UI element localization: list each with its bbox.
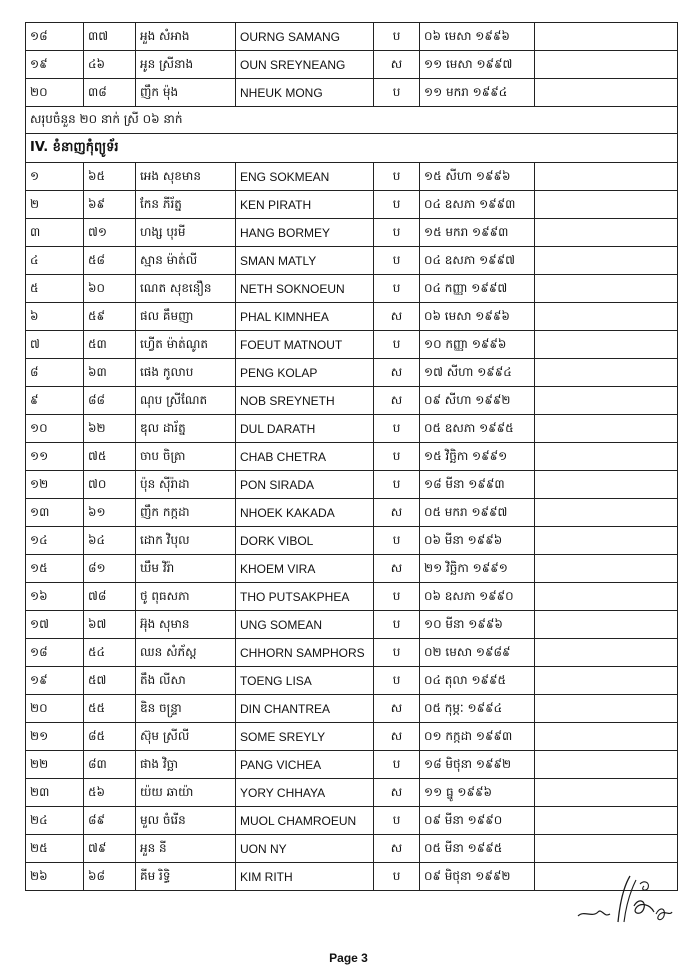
latin-name: CHAB CHETRA [236,443,374,471]
row-number: ៤ [26,247,84,275]
latin-name: THO PUTSAKPHEA [236,583,374,611]
sex: ប [374,247,420,275]
roster-sheet [25,22,677,891]
student-id: ៧១ [84,219,136,247]
khmer-name: ប៉ុន ស៊ីរ៉ាដា [136,471,236,499]
notes-cell [535,443,678,471]
student-id: ៥៩ [84,303,136,331]
sex: ប [374,583,420,611]
sex: ប [374,443,420,471]
student-id: ៥៦ [84,779,136,807]
table-row [26,583,678,611]
table-row [26,471,678,499]
latin-name: UNG SOMEAN [236,611,374,639]
notes-cell [535,695,678,723]
table-row [26,191,678,219]
table-row [26,331,678,359]
notes-cell [535,163,678,191]
student-id: ៣៨ [84,79,136,107]
notes-cell [535,359,678,387]
notes-cell [535,219,678,247]
notes-cell [535,275,678,303]
latin-name: SOME SREYLY [236,723,374,751]
student-id: ៧៨ [84,583,136,611]
table-row [26,807,678,835]
sex: ប [374,219,420,247]
notes-cell [535,639,678,667]
row-number: ២៣ [26,779,84,807]
latin-name: MUOL CHAMROEUN [236,807,374,835]
date-of-birth: ០៥ កុម្ភៈ ១៩៩៤ [420,695,535,723]
table-row [26,219,678,247]
table-row [26,443,678,471]
khmer-name: ផេង កូលាប [136,359,236,387]
khmer-name: ថូ ពុធសភា [136,583,236,611]
sex: ប [374,751,420,779]
khmer-name: ដោក វិបុល [136,527,236,555]
sex: ប [374,863,420,891]
student-id: ៥៧ [84,667,136,695]
latin-name: NOB SREYNETH [236,387,374,415]
table-row [26,611,678,639]
latin-name: SMAN MATLY [236,247,374,275]
notes-cell [535,667,678,695]
table-row [26,695,678,723]
khmer-name: យ៉យ ឆាយ៉ា [136,779,236,807]
sex: ប [374,331,420,359]
sex: ប [374,79,420,107]
notes-cell [535,471,678,499]
table-row [26,275,678,303]
notes-cell [535,79,678,107]
student-id: ៦៤ [84,527,136,555]
student-id: ៦៩ [84,191,136,219]
signature-mark [574,872,674,928]
sex: ប [374,191,420,219]
notes-cell [535,527,678,555]
khmer-name: ផាង វិច្ឆា [136,751,236,779]
date-of-birth: ០៥ មីនា ១៩៩៥ [420,835,535,863]
student-id: ៨៨ [84,387,136,415]
table-row [26,79,678,107]
notes-cell [535,555,678,583]
khmer-name: ហង្ស បុរមី [136,219,236,247]
sex: ស [374,723,420,751]
table-row [26,387,678,415]
section-title: IV. ខំនាញកុំព្យូទ័រ [26,134,678,163]
row-number: ២១ [26,723,84,751]
notes-cell [535,807,678,835]
sex: ប [374,611,420,639]
notes-cell [535,247,678,275]
date-of-birth: ០២ មេសា ១៩៨៩ [420,639,535,667]
date-of-birth: ០៥ មករា ១៩៩៧ [420,499,535,527]
sex: ស [374,499,420,527]
latin-name: KIM RITH [236,863,374,891]
khmer-name: ឈន សំភ័ស្ត [136,639,236,667]
date-of-birth: ០៩ មិថុនា ១៩៩២ [420,863,535,891]
sex: ស [374,555,420,583]
date-of-birth: ០៩ សីហា ១៩៩២ [420,387,535,415]
row-number: ១១ [26,443,84,471]
date-of-birth: ១៨ មិថុនា ១៩៩២ [420,751,535,779]
latin-name: DIN CHANTREA [236,695,374,723]
student-id: ៦៥ [84,163,136,191]
date-of-birth: ១១ ធ្នូ ១៩៩៦ [420,779,535,807]
top-rows [26,23,678,107]
notes-cell [535,191,678,219]
table-row [26,639,678,667]
latin-name: KHOEM VIRA [236,555,374,583]
row-number: ២៥ [26,835,84,863]
sex: ស [374,359,420,387]
date-of-birth: ១១ មេសា ១៩៩៧ [420,51,535,79]
date-of-birth: ០៦ មេសា ១៩៩៦ [420,23,535,51]
date-of-birth: ២១ វិច្ឆិកា ១៩៩១ [420,555,535,583]
sex: ប [374,807,420,835]
sex: ប [374,527,420,555]
khmer-name: អេង សុខមាន [136,163,236,191]
latin-name: HANG BORMEY [236,219,374,247]
latin-name: DUL DARATH [236,415,374,443]
student-id: ៣៧ [84,23,136,51]
row-number: ១ [26,163,84,191]
khmer-name: ឌុល ដារ័ត្ន [136,415,236,443]
row-number: ១៦ [26,583,84,611]
khmer-name: ញឹក កក្កដា [136,499,236,527]
roster-table [25,22,678,891]
sex: ប [374,667,420,695]
notes-cell [535,51,678,79]
khmer-name: ផល គឹមញា [136,303,236,331]
table-row [26,359,678,387]
latin-name: PHAL KIMNHEA [236,303,374,331]
khmer-name: អ៊ុង សុមាន [136,611,236,639]
notes-cell [535,583,678,611]
student-id: ៦២ [84,415,136,443]
date-of-birth: ១១ មករា ១៩៩៤ [420,79,535,107]
section-rows [26,163,678,891]
latin-name: DORK VIBOL [236,527,374,555]
student-id: ៥៤ [84,639,136,667]
student-id: ៨៥ [84,723,136,751]
row-number: ១៩ [26,667,84,695]
khmer-name: ឌិន ចន្ទ្រា [136,695,236,723]
khmer-name: អួង សំអាង [136,23,236,51]
student-id: ៧០ [84,471,136,499]
table-row [26,835,678,863]
sex: ប [374,163,420,191]
student-id: ៨១ [84,555,136,583]
student-id: ៦០ [84,275,136,303]
page-number: Page 3 [329,951,368,965]
notes-cell [535,387,678,415]
row-number: ៨ [26,359,84,387]
notes-cell [535,611,678,639]
latin-name: FOEUT MATNOUT [236,331,374,359]
latin-name: NHEUK MONG [236,79,374,107]
summary-block [26,107,678,163]
summary-row [26,107,678,134]
date-of-birth: ១៥ សីហា ១៩៩៦ [420,163,535,191]
student-id: ៦៨ [84,863,136,891]
section-header-row [26,134,678,163]
date-of-birth: ០៤ កញ្ញា ១៩៩៧ [420,275,535,303]
student-id: ៥៨ [84,247,136,275]
table-row [26,555,678,583]
notes-cell [535,331,678,359]
date-of-birth: ០៤ តុលា ១៩៩៥ [420,667,535,695]
table-row [26,527,678,555]
row-number: ១០ [26,415,84,443]
khmer-name: ណុប ស្រីណែត [136,387,236,415]
row-number: ១៣ [26,499,84,527]
row-number: ៣ [26,219,84,247]
sex: ប [374,275,420,303]
date-of-birth: ០៥ ឧសភា ១៩៩៥ [420,415,535,443]
date-of-birth: ០៩ មីនា ១៩៩០ [420,807,535,835]
student-id: ៤៦ [84,51,136,79]
khmer-name: ហ្វើត ម៉ាត់ណូត [136,331,236,359]
sex: ស [374,835,420,863]
notes-cell [535,835,678,863]
student-id: ៧៥ [84,443,136,471]
date-of-birth: ០៦ មេសា ១៩៩៦ [420,303,535,331]
table-row [26,723,678,751]
student-id: ៦៧ [84,611,136,639]
latin-name: ENG SOKMEAN [236,163,374,191]
table-row [26,163,678,191]
khmer-name: កែន ភីរ័ត្ន [136,191,236,219]
khmer-name: អួន នី [136,835,236,863]
summary-text: សរុបចំនួន ២០ នាក់ ស្រី ០៦ នាក់ [26,107,678,134]
row-number: ១៨ [26,639,84,667]
notes-cell [535,751,678,779]
notes-cell [535,303,678,331]
row-number: ១២ [26,471,84,499]
table-row [26,499,678,527]
sex: ស [374,695,420,723]
row-number: ១៥ [26,555,84,583]
date-of-birth: ១៨ មីនា ១៩៩៣ [420,471,535,499]
table-row [26,751,678,779]
sex: ប [374,415,420,443]
table-row [26,415,678,443]
row-number: ២ [26,191,84,219]
student-id: ៦១ [84,499,136,527]
student-id: ៥៣ [84,331,136,359]
khmer-name: អូន ស្រីនាង [136,51,236,79]
sex: ស [374,779,420,807]
latin-name: PANG VICHEA [236,751,374,779]
row-number: ២៦ [26,863,84,891]
latin-name: TOENG LISA [236,667,374,695]
row-number: ២៤ [26,807,84,835]
row-number: ១៧ [26,611,84,639]
notes-cell [535,23,678,51]
row-number: ៦ [26,303,84,331]
notes-cell [535,723,678,751]
table-row [26,667,678,695]
date-of-birth: ០៤ ឧសភា ១៩៩៣ [420,191,535,219]
khmer-name: ញឹក ម៉ុង [136,79,236,107]
sex: ប [374,639,420,667]
khmer-name: ស៊ុម ស្រីលី [136,723,236,751]
khmer-name: ស្មាន ម៉ាត់លី [136,247,236,275]
row-number: ១៤ [26,527,84,555]
sex: ប [374,23,420,51]
latin-name: KEN PIRATH [236,191,374,219]
sex: ប [374,471,420,499]
sex: ស [374,51,420,79]
student-id: ៧៩ [84,835,136,863]
table-row [26,247,678,275]
table-row [26,779,678,807]
row-number: ៧ [26,331,84,359]
date-of-birth: ១៧ សីហា ១៩៩៤ [420,359,535,387]
latin-name: OURNG SAMANG [236,23,374,51]
sex: ស [374,387,420,415]
row-number: ២០ [26,695,84,723]
latin-name: YORY CHHAYA [236,779,374,807]
student-id: ៨៩ [84,807,136,835]
khmer-name: ណេត សុខនឿន [136,275,236,303]
latin-name: NETH SOKNOEUN [236,275,374,303]
notes-cell [535,415,678,443]
row-number: ៩ [26,387,84,415]
date-of-birth: ១០ មីនា ១៩៩៦ [420,611,535,639]
sex: ស [374,303,420,331]
student-id: ៥៥ [84,695,136,723]
student-id: ៨៣ [84,751,136,779]
date-of-birth: ០៤ ឧសភា ១៩៩៧ [420,247,535,275]
latin-name: UON NY [236,835,374,863]
date-of-birth: ១០ កញ្ញា ១៩៩៦ [420,331,535,359]
row-number: ១៨ [26,23,84,51]
table-row [26,51,678,79]
latin-name: NHOEK KAKADA [236,499,374,527]
date-of-birth: ០៦ ឧសភា ១៩៩០ [420,583,535,611]
date-of-birth: ១៥ វិច្ឆិកា ១៩៩១ [420,443,535,471]
date-of-birth: ០១ កក្កដា ១៩៩៣ [420,723,535,751]
table-row [26,23,678,51]
row-number: ២០ [26,79,84,107]
date-of-birth: ០៦ មីនា ១៩៩៦ [420,527,535,555]
latin-name: CHHORN SAMPHORS [236,639,374,667]
student-id: ៦៣ [84,359,136,387]
khmer-name: តឹង លីសា [136,667,236,695]
notes-cell [535,499,678,527]
row-number: ១៩ [26,51,84,79]
date-of-birth: ១៥ មករា ១៩៩៣ [420,219,535,247]
notes-cell [535,779,678,807]
table-row [26,303,678,331]
row-number: ២២ [26,751,84,779]
latin-name: OUN SREYNEANG [236,51,374,79]
latin-name: PENG KOLAP [236,359,374,387]
khmer-name: មួល ចំរើន [136,807,236,835]
khmer-name: គីម រិទ្ធិ [136,863,236,891]
khmer-name: ចាប ចិត្រា [136,443,236,471]
khmer-name: ឃឹម វិរ៉ា [136,555,236,583]
row-number: ៥ [26,275,84,303]
latin-name: PON SIRADA [236,471,374,499]
